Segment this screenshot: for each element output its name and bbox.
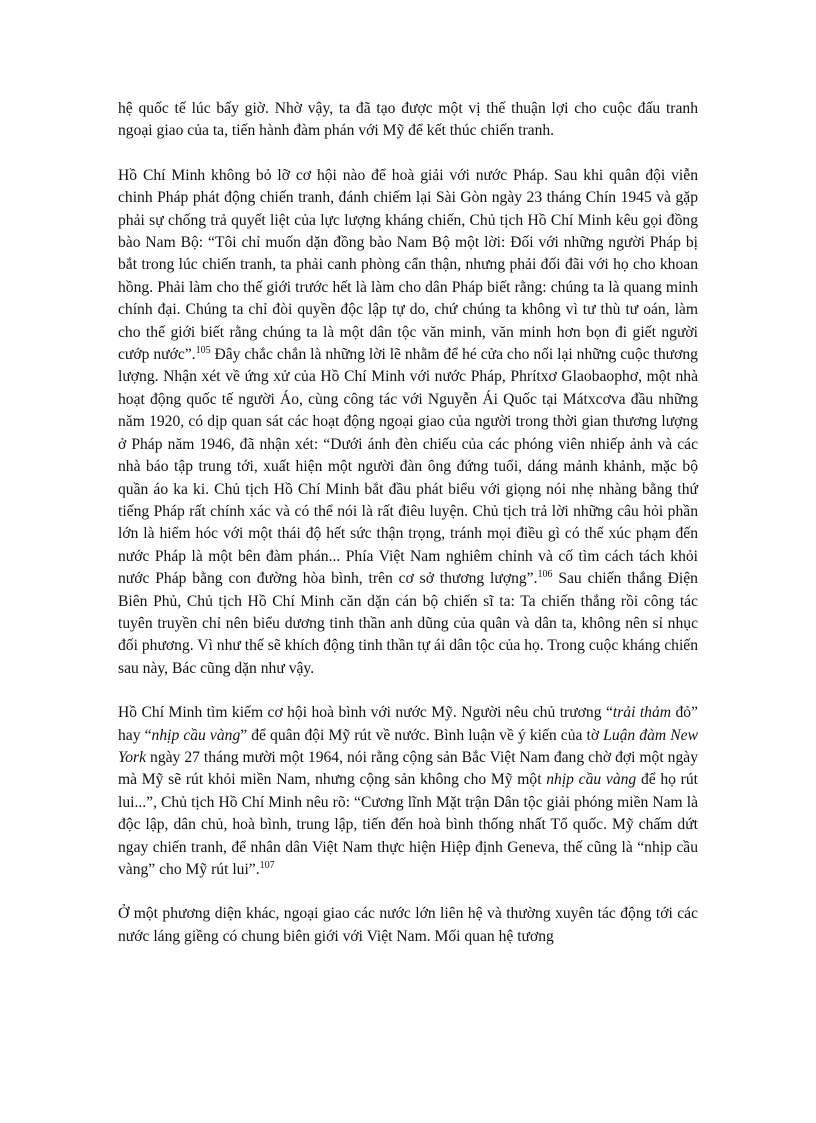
italic-trai-tham: trải thảm xyxy=(612,704,672,722)
paragraph-3-text-c: ” để quân đội Mỹ rút về nước. Bình luận về ý kiến của tờ xyxy=(240,726,604,744)
paragraph-2-text-c: Sau chiến thắng Điện Biên Phủ, Chủ tịch Hồ Chí Minh căn dặn cán bộ chiến sĩ ta: Ta chiến thắng rồi công tác tuyên truyền chỉ nên biểu dương tinh thần anh dũng của quân và dân ta, không nên sỉ nhục đối phương. Vì như thế sẽ khích động tinh thần tự ái dân tộc của họ. Trong cuộc kháng chiến sau này, Bác cũng dặn như vậy. xyxy=(118,570,698,677)
footnote-ref-107: 107 xyxy=(259,859,275,871)
paragraph-4-text: Ở một phương diện khác, ngoại giao các nước lớn liên hệ và thường xuyên tác động tới các nước láng giềng có chung biên giới với Việt Nam. Mối quan hệ tương xyxy=(118,905,698,945)
paragraph-3-text-a: Hồ Chí Minh tìm kiếm cơ hội hoà bình với nước Mỹ. Người nêu chủ trương “ xyxy=(118,704,613,722)
paragraph-3-text-e: để họ rút lui...”, Chủ tịch Hồ Chí Minh nêu rõ: “Cương lĩnh Mặt trận Dân tộc giải phóng miền Nam là độc lập, dân chủ, hoà bình, trung lập, tiến đến hoà bình thống nhất Tổ quốc. Mỹ chấm dứt ngay chiến tranh, để nhân dân Việt Nam thực hiện Hiệp định Geneva, thế cũng là “nhịp cầu vàng” cho Mỹ rút lui”. xyxy=(118,771,698,878)
footnote-ref-106: 106 xyxy=(537,568,553,580)
paragraph-1 xyxy=(118,98,698,143)
paragraph-2 xyxy=(118,165,698,680)
paragraph-1-text: hệ quốc tế lúc bấy giờ. Nhờ vậy, ta đã tạo được một vị thế thuận lợi cho cuộc đấu tranh ngoại giao của ta, tiến hành đàm phán với Mỹ để kết thúc chiến tranh. xyxy=(118,100,698,140)
paragraph-2-text-b: Đây chắc chắn là những lời lẽ nhằm để hé cửa cho nối lại những cuộc thương lượng. Nhận xét về ứng xử của Hồ Chí Minh với nước Pháp, Phrítxơ Glaobaophơ, một nhà hoạt động quốc tế người Áo, cùng công tác với Nguyễn Ái Quốc tại Mátxcơva đầu những năm 1920, có dịp quan sát các hoạt động ngoại giao của người trong thời gian thương lượng ở Pháp năm 1946, đã nhận xét: “Dưới ánh đèn chiếu của các phóng viên nhiếp ảnh và các nhà báo tập trung tới, xuất hiện một người đàn ông đứng tuổi, dáng mảnh khảnh, mặc bộ quần áo ka ki. Chủ tịch Hồ Chí Minh bắt đầu phát biểu với giọng nói nhẹ nhàng bằng thứ tiếng Pháp rất chính xác và có thể nói là rất điêu luyện. Chủ tịch trả lời những câu hỏi phần lớn là hiểm hóc với một thái độ hết sức thận trọng, tránh mọi điều gì có thể xúc phạm đến nước Pháp là một bên đàm phán... Phía Việt Nam nghiêm chỉnh và cố tìm cách tách khỏi nước Pháp bằng con đường hòa bình, trên cơ sở thương lượng”. xyxy=(118,346,698,588)
paragraph-2-text-a: Hồ Chí Minh không bỏ lỡ cơ hội nào để hoà giải với nước Pháp. Sau khi quân đội viễn chinh Pháp phát động chiến tranh, đánh chiếm lại Sài Gòn ngày 23 tháng Chín 1945 và gặp phải sự chống trả quyết liệt của lực lượng kháng chiến, Chủ tịch Hồ Chí Minh kêu gọi đồng bào Nam Bộ: “Tôi chỉ muốn dặn đồng bào Nam Bộ một lời: Đối với những người Pháp bị bắt trong lúc chiến tranh, ta phải canh phòng cẩn thận, nhưng phải đối đãi với họ cho khoan hồng. Phải làm cho thế giới trước hết là làm cho dân Pháp biết rằng: chúng ta là quang minh chính đại. Chúng ta chỉ đòi quyền độc lập tự do, chứ chúng ta không vì tư thù tư oán, làm cho thế giới biết rằng chúng ta là một dân tộc văn minh, văn minh hơn bọn đi giết người cướp nước”. xyxy=(118,166,698,364)
paragraph-3-text-d: ngày 27 tháng mười một 1964, nói rằng cộng sản Bắc Việt Nam đang chờ đợi một ngày mà Mỹ sẽ rút khỏi miền Nam, nhưng cộng sản không cho Mỹ một xyxy=(118,748,698,789)
italic-newspaper-title: Luận đàm New York xyxy=(118,726,698,766)
paragraph-4 xyxy=(118,903,698,948)
document-page xyxy=(118,98,698,970)
italic-nhip-cau-vang-1: nhịp cầu vàng xyxy=(151,726,241,744)
paragraph-3-text-b: đỏ” hay “ xyxy=(118,704,698,744)
footnote-ref-105: 105 xyxy=(195,344,211,356)
italic-nhip-cau-vang-2: nhịp cầu vàng xyxy=(546,771,637,789)
paragraph-3 xyxy=(118,702,698,881)
